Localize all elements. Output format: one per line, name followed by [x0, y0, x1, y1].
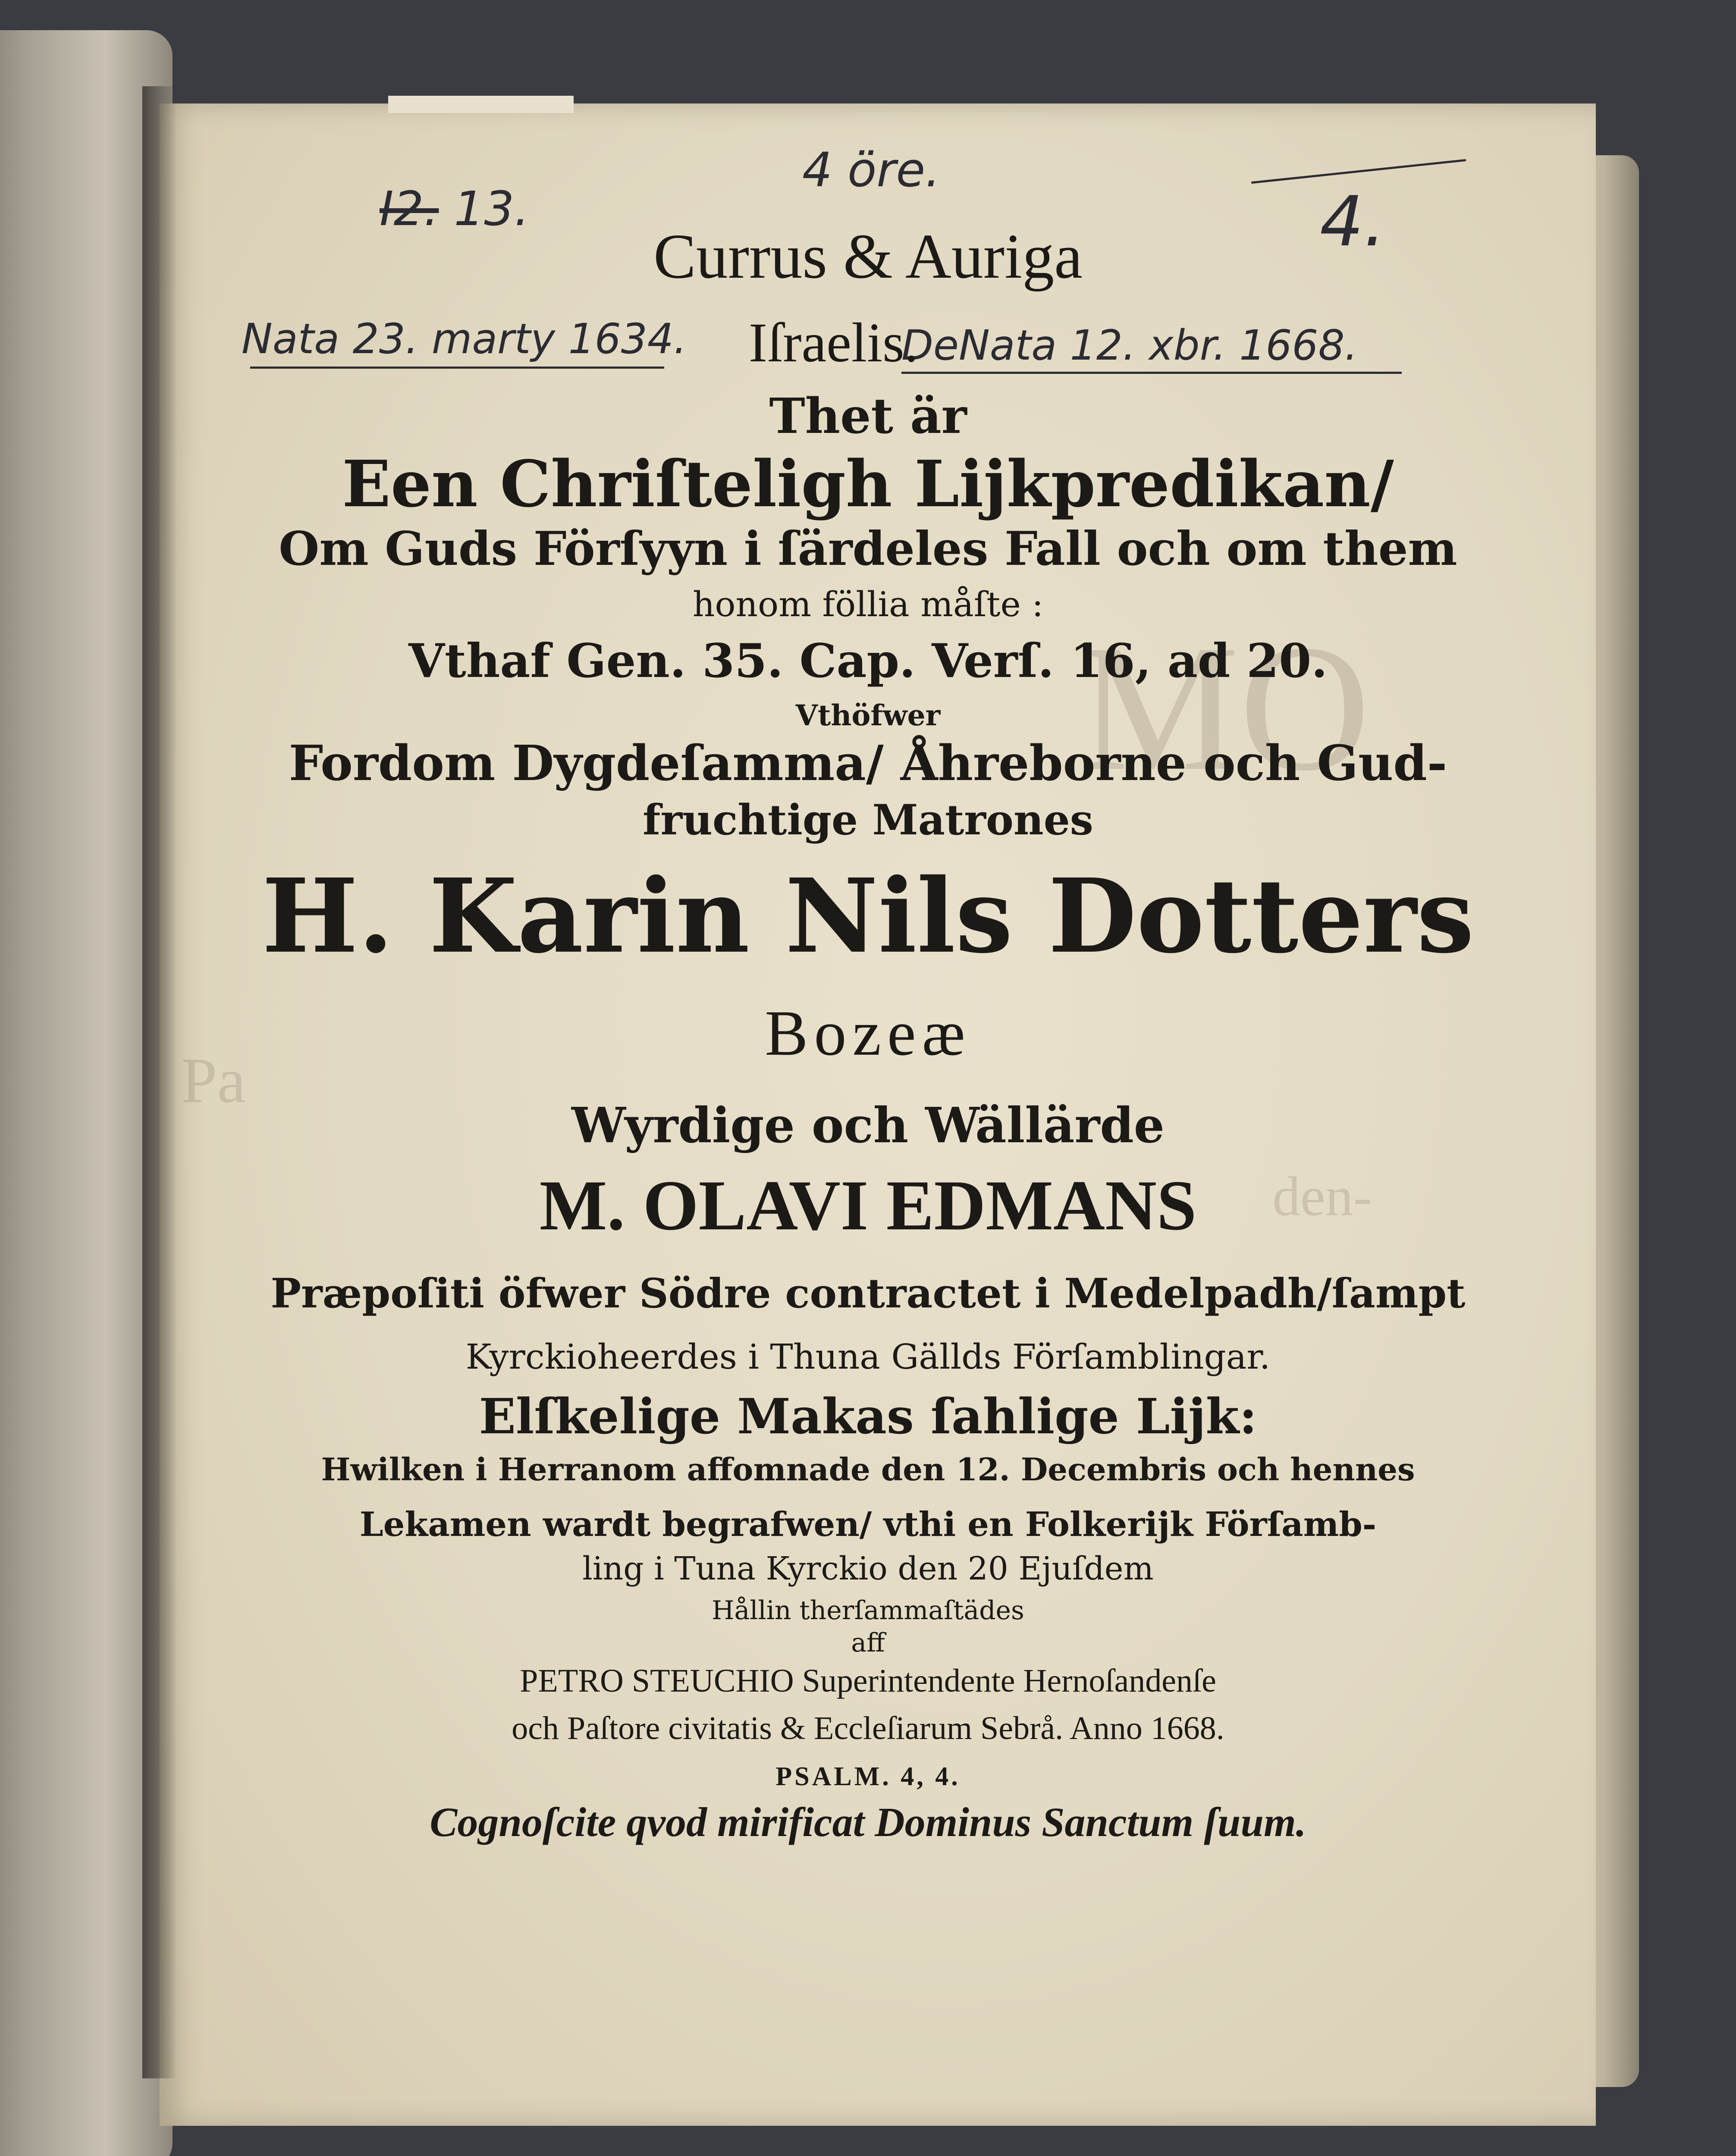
- title-line-1: Currus & Auriga: [653, 221, 1083, 292]
- handwritten-price-note: 4 öre.: [802, 142, 941, 197]
- line-guds-forsyyn: Om Guds Förſyyn i ſärdeles Fall och om them: [279, 522, 1457, 576]
- show-through: den-: [1272, 1166, 1372, 1228]
- line-lekamen: Lekamen wardt begrafwen/ vthi en Folkerijk Förſamb-: [359, 1505, 1377, 1544]
- show-through: Pa: [181, 1045, 246, 1116]
- deceased-name: H. Karin Nils Dotters: [262, 856, 1474, 976]
- line-vthofwer: Vthöfwer: [795, 699, 941, 732]
- line-pastore: och Paſtore civitatis & Eccleſiarum Sebrå. Anno 1668.: [512, 1710, 1224, 1746]
- line-author: PETRO STEUCHIO Superintendente Hernoſandenſe: [520, 1663, 1216, 1699]
- line-fordom: Fordom Dygdeſamma/ Åhreborne och Gud-: [289, 735, 1447, 792]
- line-praepositi: Præpoſiti öfwer Södre contractet i Medelpadh/ſampt: [270, 1270, 1466, 1317]
- title-line-2: Iſraelis.: [748, 312, 919, 374]
- line-motto: Cognoſcite qvod mirificat Dominus Sanctum ſuum.: [430, 1799, 1306, 1845]
- line-kyrckioheerdes: Kyrckioheerdes i Thuna Gällds Förſamblingar.: [465, 1337, 1271, 1377]
- husband-name: M. OLAVI EDMANS: [539, 1166, 1197, 1245]
- line-fruchtige: fruchtige Matrones: [643, 796, 1093, 844]
- subtitle-thet-ar: Thet är: [769, 388, 967, 445]
- line-elskelige: Elſkelige Makas ſahlige Lijk:: [479, 1388, 1257, 1445]
- handwritten-shelfmark: I2. 13.: [380, 181, 530, 236]
- show-through: MO: [1078, 608, 1370, 808]
- heading-lijkpredikan: Een Chriſteligh Lijkpredikan/: [342, 446, 1394, 521]
- line-bozeae: Bozeæ: [765, 997, 971, 1069]
- line-honom-follia: honom föllia måſte :: [692, 584, 1044, 624]
- line-wyrdige: Wyrdige och Wällärde: [571, 1097, 1165, 1154]
- line-psalm: PSALM. 4, 4.: [775, 1762, 961, 1791]
- handwritten-death-note: DeNata 12. xbr. 1668.: [901, 321, 1358, 370]
- line-tuna-kyrckio: ling i Tuna Kyrckio den 20 Ejuſdem: [582, 1550, 1154, 1587]
- handwritten-page-number: 4.: [1320, 181, 1386, 262]
- paper-tab: [388, 96, 574, 113]
- line-aff: aff: [851, 1628, 885, 1658]
- line-bible-reference: Vthaf Gen. 35. Cap. Verſ. 16, ad 20.: [408, 634, 1328, 688]
- line-hwilken: Hwilken i Herranom affomnade den 12. Decembris och hennes: [321, 1451, 1415, 1488]
- handwritten-birth-note: Nata 23. marty 1634.: [242, 315, 687, 363]
- line-hallin: Hållin therſammaſtädes: [712, 1595, 1024, 1626]
